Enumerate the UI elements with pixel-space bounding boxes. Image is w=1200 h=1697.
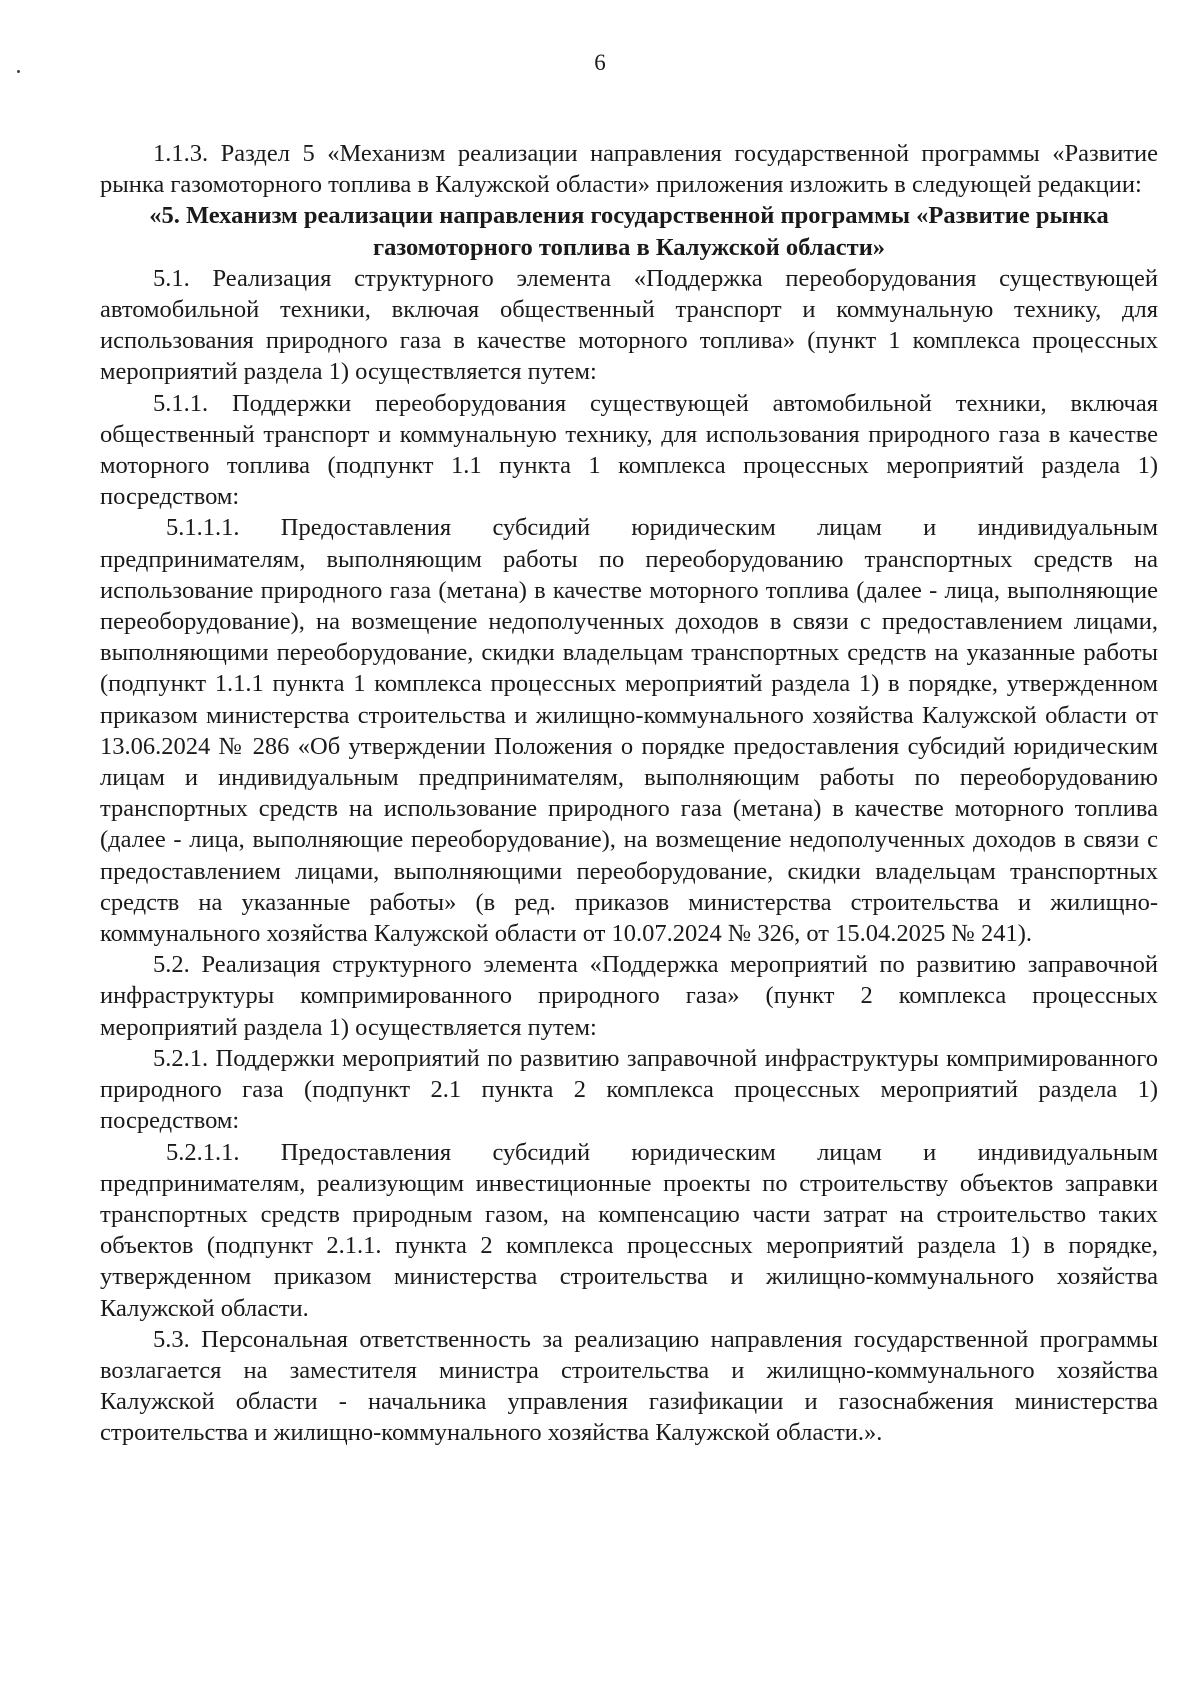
paragraph-1-1-3: 1.1.3. Раздел 5 «Механизм реализации направления государственной программы «Развитие рынка газомоторного топлива в Калужской области» приложения изложить в следующей редакции: [100, 140, 1158, 199]
paragraph-5-3: 5.3. Персональная ответственность за реализацию направления государственной программы возлагается на заместителя министра строительства и жилищно-коммунального хозяйства Калужской области - начальника управления газификации и газоснабжения министерства строительства и жилищно-коммунального хозяйства Калужской области.». [100, 1325, 1158, 1447]
paragraph-5-1-1: 5.1.1. Поддержки переоборудования существующей автомобильной техники, включая общественный транспорт и коммунальную технику, для использования природного газа в качестве моторного топлива (подпункт 1.1 пункта 1 комплекса процессных мероприятий раздела 1) посредством: [100, 389, 1158, 511]
paragraph-5-1-1-1: 5.1.1.1. Предоставления субсидий юридическим лицам и индивидуальным предпринимателям, выполняющим работы по переоборудованию транспортных средств на использование природного газа (метана) в качестве моторного топлива (далее - лица, выполняющие переоборудование), на возмещение недополученных доходов в связи с предоставлением лицами, выполняющими переоборудование, скидки владельцам транспортных средств на указанные работы (подпункт 1.1.1 пункта 1 комплекса процессных мероприятий раздела 1) в порядке, утвержденном приказом министерства строительства и жилищно-коммунального хозяйства Калужской области от 13.06.2024 № 286 «Об утверждении Положения о порядке предоставления субсидий юридическим лицам и индивидуальным предпринимателям, выполняющим работы по переоборудованию транспортных средств на использование природного газа (метана) в качестве моторного топлива (далее - лица, выполняющие переоборудование), на возмещение недополученных доходов в связи с предоставлением лицами, выполняющими переоборудование, скидки владельцам транспортных средств на указанные работы» (в ред. приказов министерства строительства и жилищно-коммунального хозяйства Калужской области от 10.07.2024 № 326, от 15.04.2025 № 241). [100, 514, 1158, 948]
paragraph-5-2-1: 5.2.1. Поддержки мероприятий по развитию заправочной инфраструктуры компримированного природного газа (подпункт 2.1 пункта 2 комплекса процессных мероприятий раздела 1) посредством: [100, 1044, 1158, 1135]
paragraph-5-1: 5.1. Реализация структурного элемента «Поддержка переоборудования существующей автомобильной техники, включая общественный транспорт и коммунальную технику, для использования природного газа в качестве моторного топлива» (пункт 1 комплекса процессных мероприятий раздела 1) осуществляется путем: [100, 264, 1158, 386]
paragraph-5-2-1-1: 5.2.1.1. Предоставления субсидий юридическим лицам и индивидуальным предпринимателям, реализующим инвестиционные проекты по строительству объектов заправки транспортных средств природным газом, на компенсацию части затрат на строительство таких объектов (подпункт 2.1.1. пункта 2 комплекса процессных мероприятий раздела 1) в порядке, утвержденном приказом министерства строительства и жилищно-коммунального хозяйства Калужской области. [100, 1138, 1158, 1322]
section-5-heading: «5. Механизм реализации направления государственной программы «Развитие рынка газомоторного топлива в Калужской области» [149, 202, 1109, 261]
paragraph-5-2: 5.2. Реализация структурного элемента «Поддержка мероприятий по развитию заправочной инфраструктуры компримированного природного газа» (пункт 2 комплекса процессных мероприятий раздела 1) осуществляется путем: [100, 951, 1158, 1041]
document-body [100, 138, 1158, 1449]
page-number: 6 [594, 50, 606, 75]
